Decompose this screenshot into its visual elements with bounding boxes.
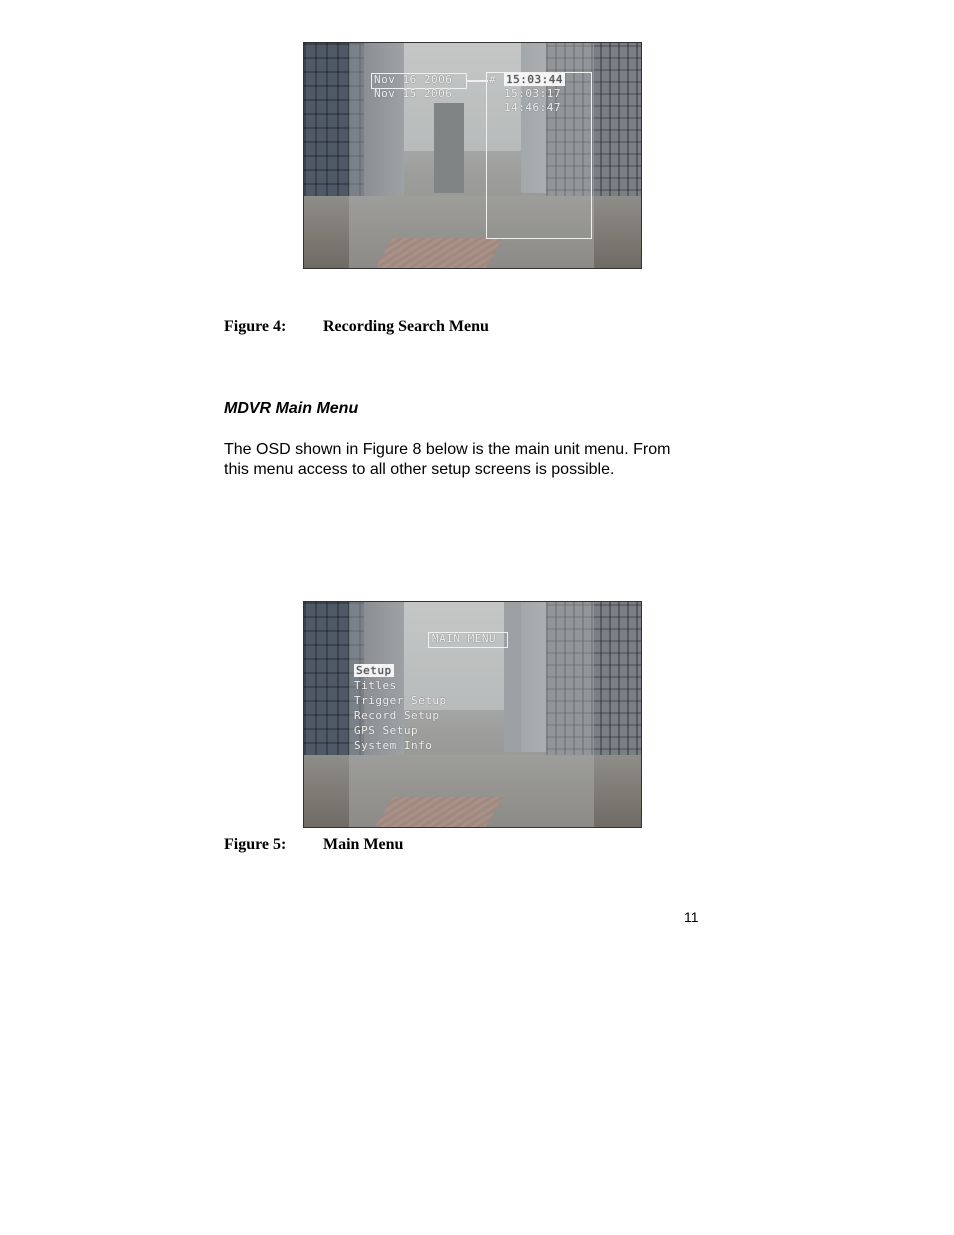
- menu-item-system-info[interactable]: System Info: [354, 739, 433, 752]
- date-item[interactable]: Nov 16 2006: [374, 73, 453, 86]
- figure-5-screenshot: [303, 601, 642, 828]
- menu-title: MAIN MENU: [432, 632, 497, 645]
- figure-4-label: Figure 4:: [224, 318, 287, 335]
- paragraph-line: this menu access to all other setup screens is possible.: [224, 461, 615, 478]
- section-heading: MDVR Main Menu: [224, 400, 359, 417]
- paragraph-line: The OSD shown in Figure 8 below is the main unit menu. From: [224, 441, 671, 458]
- figure-5-caption: [224, 836, 404, 854]
- main-menu-list: [354, 663, 447, 753]
- figure-4-caption: [224, 318, 489, 336]
- time-list: [504, 73, 565, 115]
- menu-item-gps-setup[interactable]: GPS Setup: [354, 724, 419, 737]
- figure-4-screenshot: [303, 42, 642, 269]
- figure-5-label: Figure 5:: [224, 836, 287, 853]
- menu-item-titles[interactable]: Titles: [354, 679, 397, 692]
- menu-item-record-setup[interactable]: Record Setup: [354, 709, 440, 722]
- section-paragraph: [224, 440, 724, 480]
- figure-5-title: Main Menu: [323, 836, 404, 853]
- date-list: [374, 73, 452, 101]
- figure-4-title: Recording Search Menu: [323, 318, 489, 335]
- time-item-selected[interactable]: 15:03:44: [506, 73, 563, 86]
- menu-item-trigger-setup[interactable]: Trigger Setup: [354, 694, 447, 707]
- time-item[interactable]: 14:46:47: [504, 101, 561, 114]
- date-item[interactable]: Nov 15 2006: [374, 87, 453, 100]
- page-number: 11: [684, 909, 699, 925]
- menu-item-setup[interactable]: Setup: [356, 664, 392, 677]
- time-item[interactable]: 15:03:17: [504, 87, 561, 100]
- time-marker: #: [489, 73, 497, 86]
